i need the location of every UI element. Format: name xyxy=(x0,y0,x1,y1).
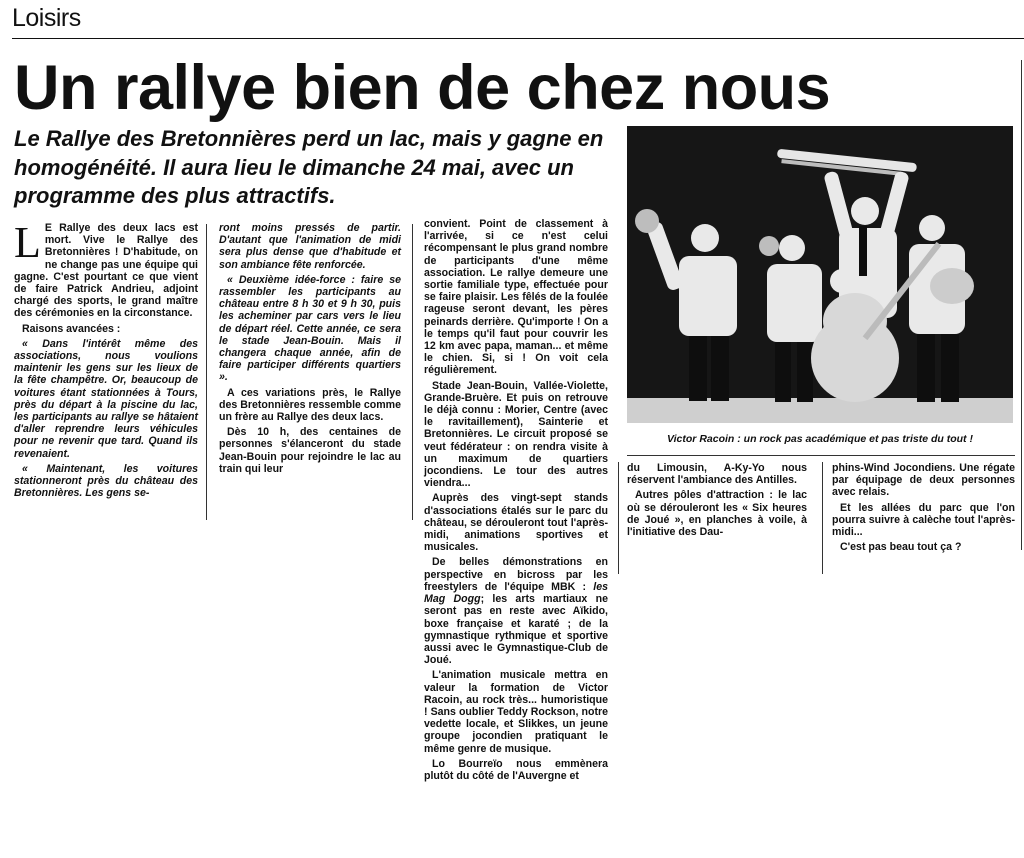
paragraph: Dès 10 h, des centaines de personnes s'élanceront du stade Jean-Bouin pour rejoindre le lac au train qui leur xyxy=(219,426,401,475)
paragraph: phins-Wind Jocondiens. Une régate par équipage de deux personnes avec relais. xyxy=(832,462,1015,499)
section-rule xyxy=(12,38,1024,39)
drop-cap: L xyxy=(14,218,41,267)
paragraph: A ces variations près, le Rallye des Bretonnières ressemble comme un frère au Rallye des deux lacs. xyxy=(219,386,401,424)
section-label: Loisirs xyxy=(12,4,81,32)
paragraph xyxy=(424,556,608,666)
article-column-4 xyxy=(627,462,807,541)
paragraph: Raisons avancées : xyxy=(22,322,121,335)
paragraph-text: De belles démonstrations en perspective en bicross par les freestylers de l'équipe MBK : xyxy=(424,556,608,593)
band-photo xyxy=(627,126,1013,423)
quote-paragraph: ront moins pressés de partir. D'autant que l'animation de midi sera plus dense que d'habitude et son ambiance fête renforcée. xyxy=(219,222,401,271)
headline: Un rallye bien de chez nous xyxy=(14,53,831,123)
article-column-2 xyxy=(219,222,401,478)
band-photo-illustration xyxy=(627,126,1013,423)
paragraph: Auprès des vingt-sept stands d'associations étalés sur le parc du château, se dérouleront tout l'après-midi, animations sportives et musicales. xyxy=(424,492,608,554)
article-column-1 xyxy=(14,218,198,502)
article-column-3 xyxy=(424,218,608,785)
quote-paragraph: « Dans l'intérêt même des associations, nous voulions maintenir les gens sur les lieux de la fête champêtre. Or, beaucoup de voitures étant stationnées à Tours, près du départ à la piscine du lac, les participants au rallye se hâtaient d'aller reprendre leurs véhicules pour ne revenir que tard. Quand ils revenaient. xyxy=(14,337,198,460)
paragraph-text: ; les arts martiaux ne seront pas en reste avec Aïkido, boxe française et karaté ; de la gymnastique rythmique et sportive aussi avec le Gymnastique-Club de Joué. xyxy=(424,593,608,667)
quote-paragraph: « Deuxième idée-force : faire se rassembler les participants au château entre 8 h 30 et 9 h 30, puis les acheminer par cars vers le lieu de départ réel. Cette année, ce sera le stade Jean-Bouin. Mais il changera chaque année, afin de faire participer différents quartiers ». xyxy=(219,273,401,384)
quote-paragraph: « Maintenant, les voitures stationneront près du château des Bretonnières. Les gens se- xyxy=(14,462,198,500)
column-rule xyxy=(412,224,413,520)
paragraph: L'animation musicale mettra en valeur la formation de Victor Racoin, au rock très... humoristique ! Sans oublier Teddy Rockson, notre vedette locale, et Slikkes, un jeune groupe jocondien pratiquant le même genre de musique. xyxy=(424,669,608,755)
paragraph: Et les allées du parc que l'on pourra suivre à calèche tout l'après-midi... xyxy=(832,501,1015,539)
column-rule xyxy=(618,462,619,574)
paragraph: du Limousin, A-Ky-Yo nous réservent l'ambiance des Antilles. xyxy=(627,462,807,487)
photo-caption: Victor Racoin : un rock pas académique et pas triste du tout ! xyxy=(667,433,973,445)
paragraph: Stade Jean-Bouin, Vallée-Violette, Grande-Bruère. Et puis on retrouve le déjà connu : Morier, Centre (avec le ravitaillement), Sainterie et Bretonnières. Le circuit proposé se veut fédérateur : on rendra visite à un maximum de quartiers jocondiens. Le tour des autres viendra... xyxy=(424,379,608,490)
paragraph-text: E Rallye des deux lacs est mort. Vive le Rallye des Bretonnières ! D'habitude, on ne change pas une équipe qui gagne. C'est pourtant ce que vient de faire Patrick Andrieu, adjoint chargé des sports, le grand maître des cérémonies en la circonstance. xyxy=(14,222,198,320)
paragraph xyxy=(14,218,198,320)
paragraph: C'est pas beau tout ça ? xyxy=(840,541,962,554)
paragraph: convient. Point de classement à l'arrivée, si ce n'est celui récompensant le plus grand nombre de participants d'une même association. Le rallye demeure une sortie familiale type, effectuée pour se faire plaisir. Les fêlés de la foulée rageuse seront devant, les pères peinards derrière. Qu'importe ! On a le temps qu'il faut pour couvrir les 12 km avec papa, maman... et même le chien. Si, si ! On voit cela régulièrement. xyxy=(424,218,608,377)
column-rule xyxy=(822,462,823,574)
article-column-5 xyxy=(832,462,1015,556)
paragraph: Lo Bourreïo nous emmènera plutôt du côté de l'Auvergne et xyxy=(424,757,608,782)
standfirst: Le Rallye des Bretonnières perd un lac, mais y gagne en homogénéité. Il aura lieu le dimanche 24 mai, avec un programme des plus attractifs. xyxy=(14,126,604,208)
caption-rule xyxy=(627,455,1015,456)
column-rule xyxy=(206,224,207,520)
page-edge-rule xyxy=(1021,60,1022,550)
paragraph-text-italic: les Mag Dogg xyxy=(424,580,608,606)
paragraph: Autres pôles d'attraction : le lac où se dérouleront les « Six heures de Joué », en planches à voile, à l'initiative des Dau- xyxy=(627,489,807,539)
